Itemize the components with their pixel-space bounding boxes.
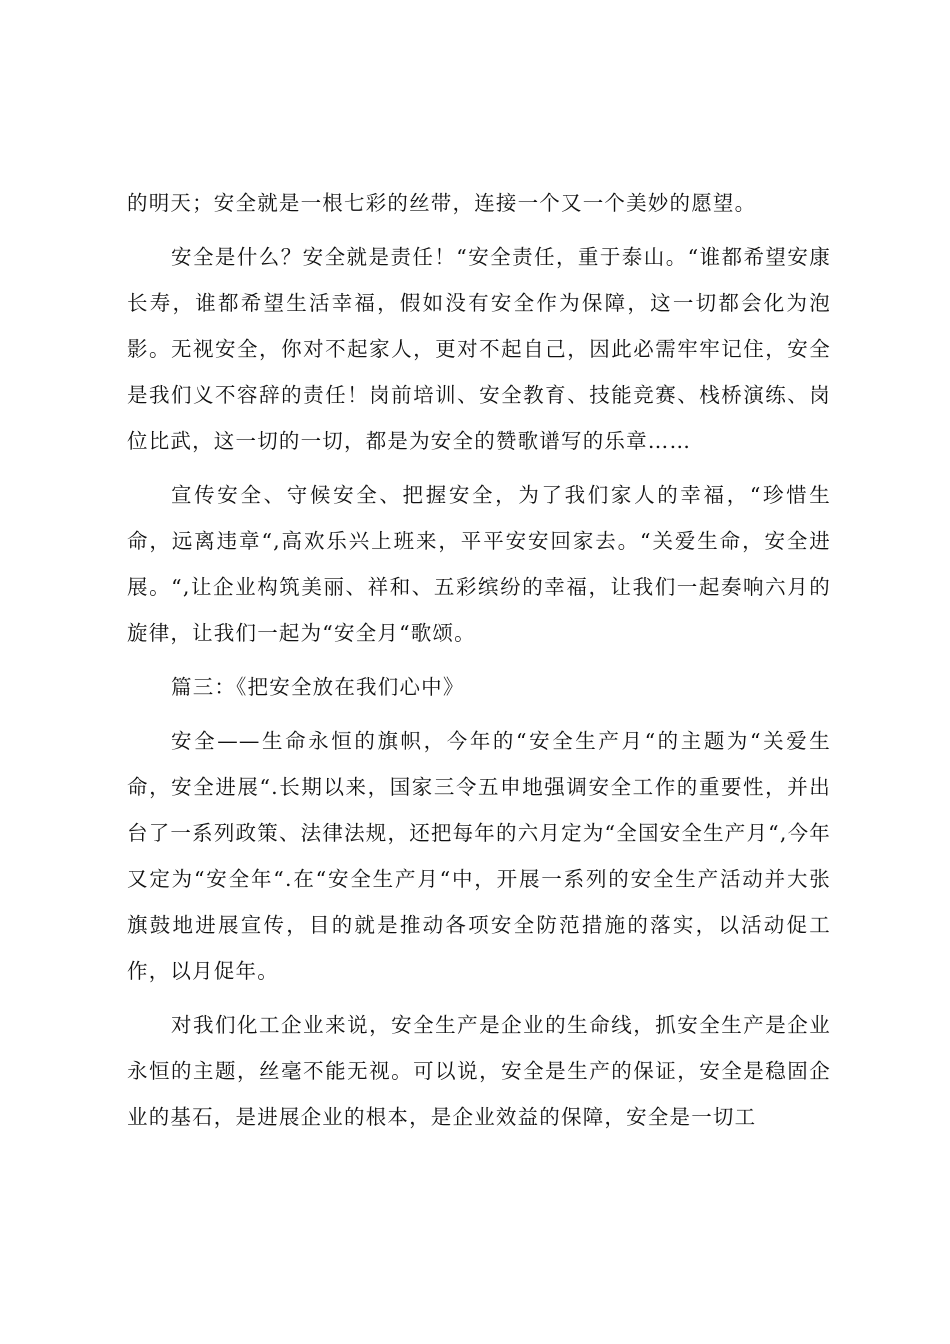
paragraph-chemical-enterprise: 对我们化工企业来说，安全生产是企业的生命线，抓安全生产是企业永恒的主题，丝毫不能无视。可以说，安全是生产的保证，安全是稳固企业的基石，是进展企业的根本，是企业效益的保障，安全是一切工 [127,1013,831,1129]
body-text [127,180,831,1148]
paragraph-safety-month: 安全——生命永恒的旗帜，今年的“安全生产月“的主题为“关爱生命，安全进展“.长期以来，国家三令五申地强调安全工作的重要性，并出台了一系列政策、法律法规，还把每年的六月定为“全国安全生产月“,今年又定为“安全年“.在“安全生产月“中，开展一系列的安全生产活动并大张旗鼓地进展宣传，目的就是推动各项安全防范措施的落实，以活动促工作，以月促年。 [127,729,831,983]
section-heading: 篇三：《把安全放在我们心中》 [171,675,465,699]
paragraph-promote-safety: 宣传安全、守候安全、把握安全，为了我们家人的幸福，“珍惜生命，远离违章“,高欢乐兴上班来，平平安安回家去。“关爱生命，安全进展。“,让企业构筑美丽、祥和、五彩缤纷的幸福，让我们一起奏响六月的旋律，让我们一起为“安全月“歌颂。 [127,483,831,645]
paragraph-safety-responsibility: 安全是什么？安全就是责任！“安全责任，重于泰山。“谁都希望安康长寿，谁都希望生活幸福，假如没有安全作为保障，这一切都会化为泡影。无视安全，你对不起家人，更对不起自己，因此必需牢牢记住，安全是我们义不容辞的责任！岗前培训、安全教育、技能竞赛、栈桥演练、岗位比武，这一切的一切，都是为安全的赞歌谱写的乐章…… [127,245,831,453]
paragraph-continuation: 的明天；安全就是一根七彩的丝带，连接一个又一个美妙的愿望。 [127,191,757,215]
